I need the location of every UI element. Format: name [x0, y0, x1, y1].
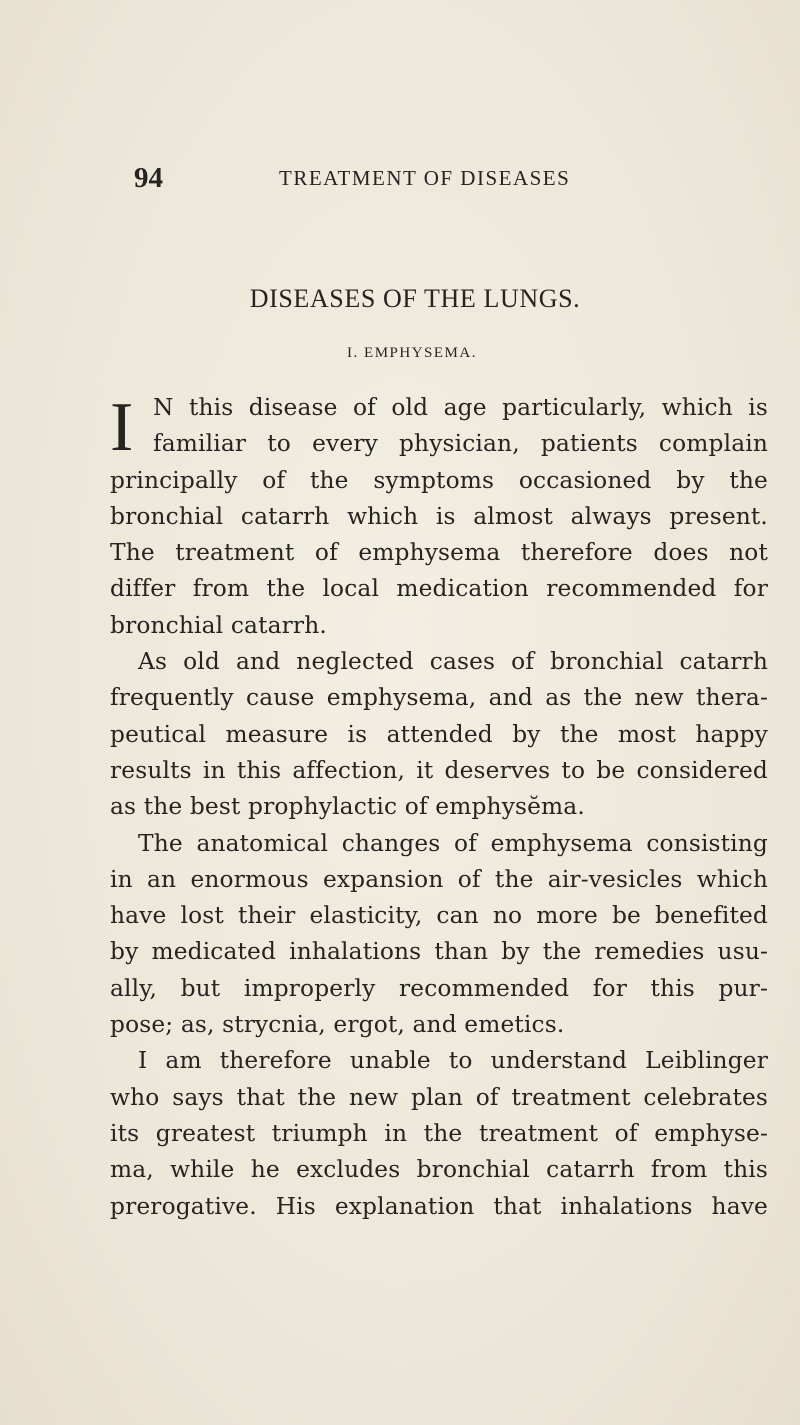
text-line: results in this affection, it deserves to be considered	[110, 756, 768, 784]
text-line: pose; as, strycnia, ergot, and emetics.	[110, 1011, 565, 1039]
subsection-heading: I. EMPHYSEMA.	[347, 345, 477, 361]
text-line: by medicated inhalations than by the remedies usu-	[110, 938, 768, 966]
text-line: bronchial catarrh.	[110, 611, 327, 639]
text-line: prerogative. His explanation that inhalations have	[110, 1192, 768, 1220]
page-number: 94	[134, 162, 163, 194]
text-line: differ from the local medication recommended for	[110, 575, 768, 603]
text-line: ma, while he excludes bronchial catarrh from this	[110, 1156, 768, 1184]
body-text	[110, 390, 768, 1225]
text-line: in an enormous expansion of the air-vesicles which	[110, 865, 768, 893]
text-line: familiar to every physician, patients complain	[153, 430, 768, 458]
text-line: as the best prophylactic of emphysĕma.	[110, 793, 585, 821]
text-line: who says that the new plan of treatment celebrates	[110, 1083, 768, 1111]
section-heading: DISEASES OF THE LUNGS.	[249, 284, 581, 313]
drop-cap: I	[110, 397, 134, 463]
text-line: As old and neglected cases of bronchial catarrh	[138, 648, 768, 676]
text-line: have lost their elasticity, can no more be benefited	[110, 902, 768, 930]
text-line: The treatment of emphysema therefore does not	[110, 539, 768, 567]
text-line: frequently cause emphysema, and as the new thera-	[110, 684, 768, 712]
running-title: TREATMENT OF DISEASES	[279, 166, 571, 190]
text-line: N this disease of old age particularly, which is	[153, 394, 768, 421]
text-line: ally, but improperly recommended for this pur-	[110, 974, 768, 1002]
text-line: peutical measure is attended by the most happy	[110, 720, 768, 748]
text-line: principally of the symptoms occasioned by the	[110, 466, 768, 494]
text-line: bronchial catarrh which is almost always present.	[110, 502, 768, 530]
text-line: The anatomical changes of emphysema consisting	[138, 829, 768, 857]
running-head	[134, 158, 634, 198]
text-line: its greatest triumph in the treatment of emphyse-	[110, 1119, 768, 1147]
text-line: I am therefore unable to understand Leiblinger	[138, 1047, 768, 1075]
